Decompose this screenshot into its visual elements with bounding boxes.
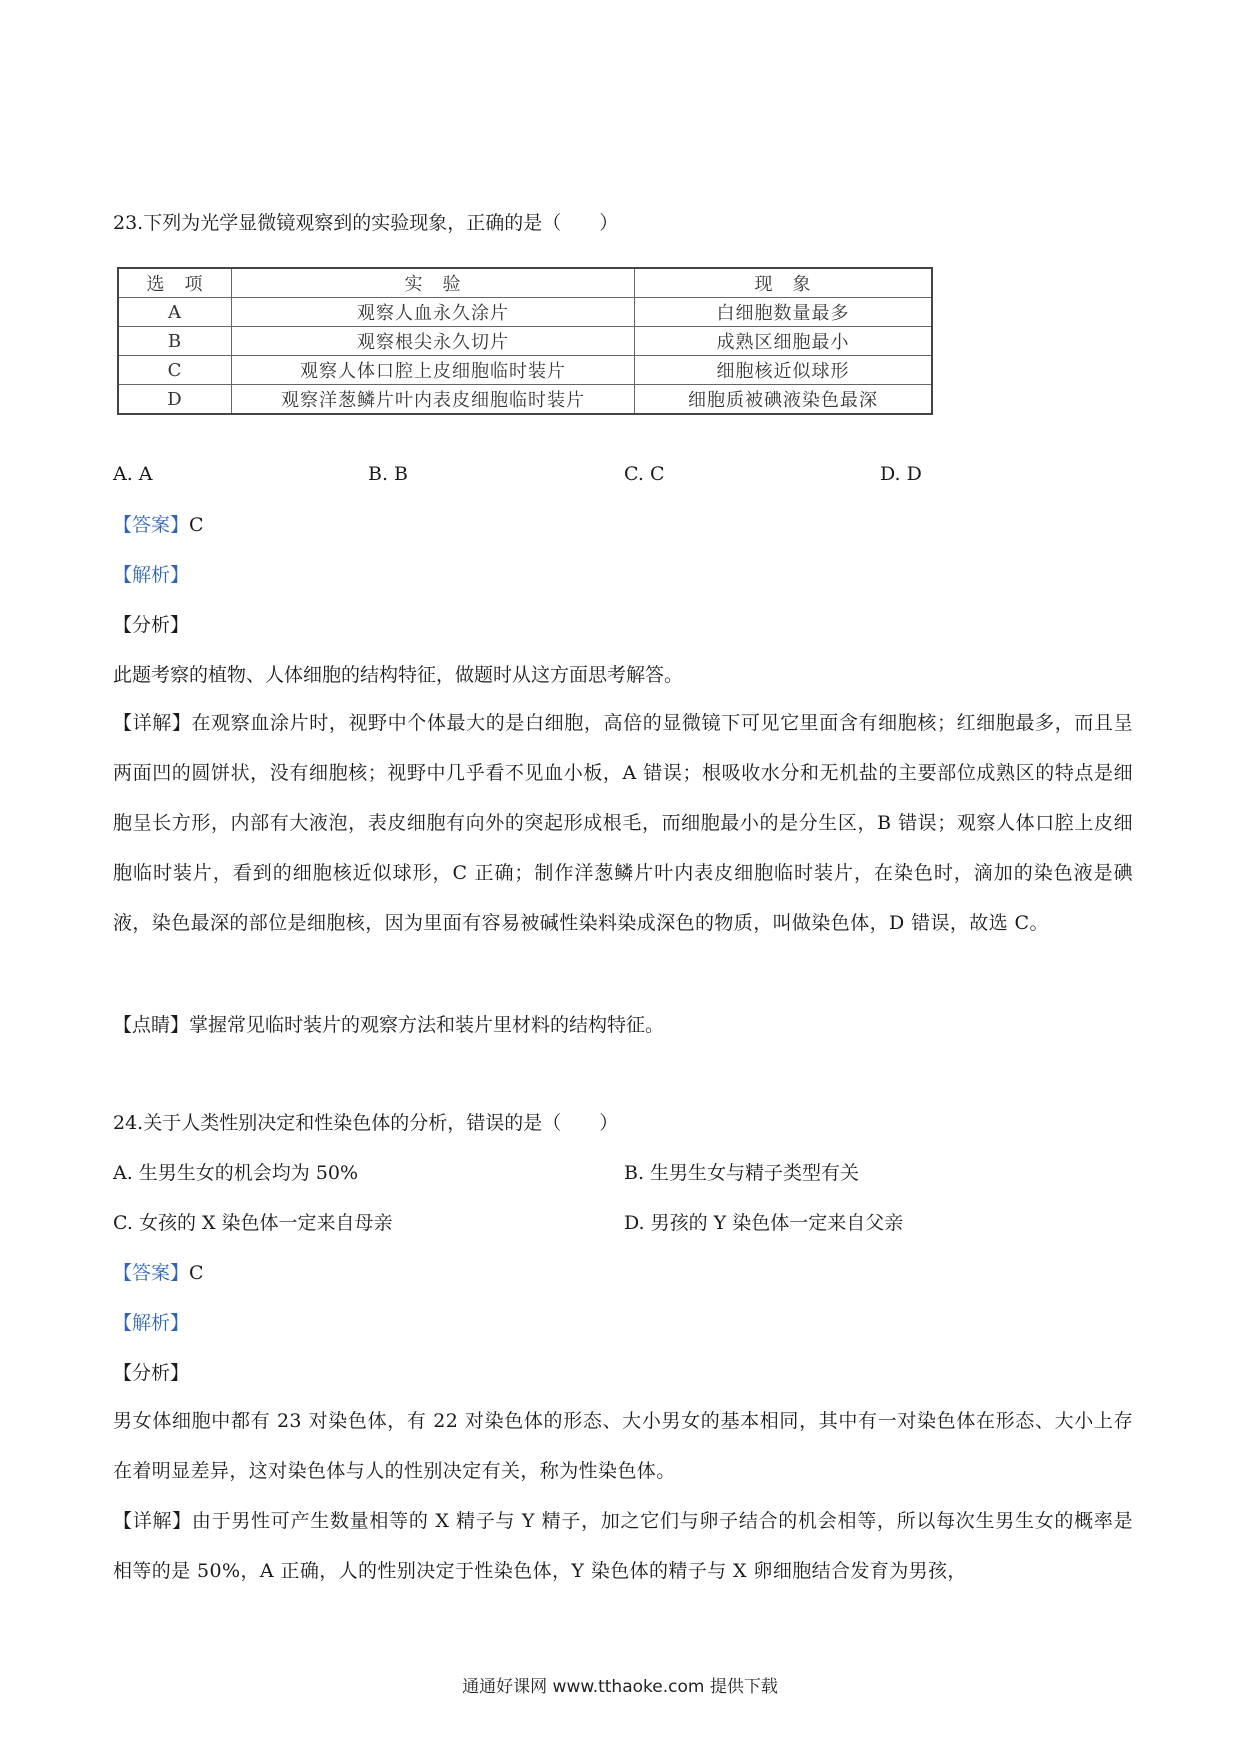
q24-option-c: C. 女孩的 X 染色体一定来自母亲 [113,1212,393,1234]
table-cell: 观察人体口腔上皮细胞临时装片 [232,356,635,385]
table-cell: 白细胞数量最多 [635,298,933,327]
dianjing-text: 掌握常见临时装片的观察方法和装片里材料的结构特征。 [189,1014,665,1036]
table-row [118,298,932,327]
q24-option-b: B. 生男生女与精子类型有关 [624,1162,860,1184]
q24-jiexi-tag: 【解析】 [113,1312,190,1334]
table-cell: D [118,385,232,415]
q23-option-a: A. A [113,463,153,485]
answer-tag: 【答案】 [113,514,190,536]
q23-option-d: D. D [880,463,922,485]
table-header-row [118,268,932,298]
xiangjie-text: 在观察血涂片时，视野中个体最大的是白细胞，高倍的显微镜下可见它里面含有细胞核；红细胞最多，而且呈两面凹的圆饼状，没有细胞核；视野中几乎看不见血小板，A 错误；根吸收水分和无机盐的主要部位成熟区的特点是细胞呈长方形，内部有大液泡，表皮细胞有向外的突起形成根毛，而细胞最小的是分生区，B 错误；观察人体口腔上皮细胞临时装片，看到的细胞核近似球形，C 正确；制作洋葱鳞片叶内表皮细胞临时装片，在染色时，滴加的染色液是碘液，染色最深的部位是细胞核，因为里面有容易被碱性染料染成深色的物质，叫做染色体，D 错误，故选 C。 [113,712,1133,934]
table-cell: 细胞质被碘液染色最深 [635,385,933,415]
q23-stem: 23.下列为光学显微镜观察到的实验现象，正确的是（ ） [113,212,619,234]
table-cell: B [118,327,232,356]
q24-stem: 24.关于人类性别决定和性染色体的分析，错误的是（ ） [113,1112,619,1134]
table-header-cell: 实 验 [232,268,635,298]
q24-fenxi-text: 男女体细胞中都有 23 对染色体，有 22 对染色体的形态、大小男女的基本相同，其中有一对染色体在形态、大小上存在着明显差异，这对染色体与人的性别决定有关，称为性染色体。 [113,1410,1133,1482]
table-row [118,385,932,415]
q23-dianjing [113,1014,664,1036]
q24-option-d: D. 男孩的 Y 染色体一定来自父亲 [624,1212,904,1234]
q23-fenxi-text: 此题考察的植物、人体细胞的结构特征，做题时从这方面思考解答。 [113,664,684,686]
q24-answer [113,1262,204,1284]
table-cell: 细胞核近似球形 [635,356,933,385]
xiangjie-tag: 【详解】 [113,712,192,734]
table-header-cell: 选 项 [118,268,232,298]
q24-xiangjie [113,1496,1133,1596]
table-cell: 成熟区细胞最小 [635,327,933,356]
page-footer: 通通好课网 www.tthaoke.com 提供下载 [462,1677,778,1697]
q24-option-a: A. 生男生女的机会均为 50% [113,1162,359,1184]
q23-fenxi-tag: 【分析】 [113,614,190,636]
table-row [118,356,932,385]
table-cell: 观察洋葱鳞片叶内表皮细胞临时装片 [232,385,635,415]
table-header-cell: 现 象 [635,268,933,298]
table-cell: 观察根尖永久切片 [232,327,635,356]
table-cell: A [118,298,232,327]
table-cell: 观察人血永久涂片 [232,298,635,327]
dianjing-tag: 【点睛】 [113,1014,190,1036]
q23-xiangjie [113,698,1133,948]
answer-tag: 【答案】 [113,1262,190,1284]
q23-option-c: C. C [624,463,665,485]
answer-value: C [189,1262,204,1284]
q23-answer [113,514,204,536]
xiangjie-tag: 【详解】 [113,1510,192,1532]
q23-option-b: B. B [368,463,409,485]
table-cell: C [118,356,232,385]
q24-fenxi-tag: 【分析】 [113,1362,190,1384]
xiangjie-text: 由于男性可产生数量相等的 X 精子与 Y 精子，加之它们与卵子结合的机会相等，所以每次生男生女的概率是相等的是 50%，A 正确，人的性别决定于性染色体，Y 染色体的精子与 X 卵细胞结合发育为男孩， [113,1510,1133,1582]
answer-value: C [189,514,204,536]
table-row [118,327,932,356]
q23-jiexi-tag: 【解析】 [113,564,190,586]
experiment-table [117,267,933,415]
